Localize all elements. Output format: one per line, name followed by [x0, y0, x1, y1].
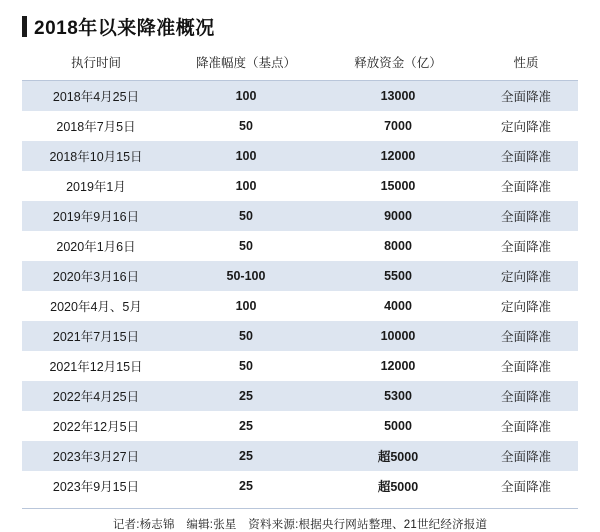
- table-header-row: [22, 44, 578, 81]
- cell-released-funds: 超5000: [377, 480, 419, 494]
- cell-released-funds: 9000: [322, 201, 474, 231]
- cell-nature: 全面降准: [474, 201, 578, 231]
- cell-execution-date: 2019年1月: [66, 180, 126, 194]
- title-text: 2018年以来降准概况: [34, 17, 215, 39]
- table-row: [22, 381, 578, 411]
- cell-cut-magnitude: 25: [170, 381, 322, 411]
- cell-cut-magnitude: 50: [239, 119, 253, 133]
- rrr-cuts-table: [22, 44, 578, 501]
- cell-released-funds: 4000: [384, 299, 412, 313]
- cell-released-funds: 8000: [384, 239, 412, 253]
- table-row: [22, 261, 578, 291]
- cell-execution-date: 2022年4月25日: [22, 381, 170, 411]
- cell-cut-magnitude: 25: [239, 419, 253, 433]
- cell-cut-magnitude: 100: [170, 141, 322, 171]
- cell-released-funds: 15000: [380, 179, 416, 193]
- cell-execution-date: 2020年1月6日: [56, 240, 136, 254]
- cell-cut-magnitude: 50-100: [170, 261, 322, 291]
- table-row: [22, 141, 578, 171]
- cell-released-funds: 13000: [322, 81, 474, 112]
- cell-released-funds: 超5000: [322, 441, 474, 471]
- table-row: [22, 321, 578, 351]
- table-row: [22, 171, 578, 201]
- table-row: [22, 471, 578, 501]
- cell-execution-date: 2019年9月16日: [22, 201, 170, 231]
- cell-nature: 全面降准: [500, 480, 551, 494]
- cell-execution-date: 2023年9月15日: [52, 480, 140, 494]
- cell-released-funds: 12000: [380, 359, 416, 373]
- cell-execution-date: 2021年7月15日: [22, 321, 170, 351]
- table-row: [22, 81, 578, 112]
- cell-execution-date: 2023年3月27日: [22, 441, 170, 471]
- cell-nature: 定向降准: [474, 261, 578, 291]
- cell-execution-date: 2020年4月、5月: [50, 300, 142, 314]
- cell-nature: 全面降准: [474, 81, 578, 112]
- column-header-nature: 性质: [474, 44, 578, 81]
- cell-nature: 全面降准: [500, 240, 551, 254]
- cell-nature: 定向降准: [500, 300, 551, 314]
- cell-cut-magnitude: 50: [170, 201, 322, 231]
- footer-area: [22, 508, 578, 532]
- column-header-released-funds: 释放资金（亿）: [322, 44, 474, 81]
- cell-nature: 定向降准: [500, 120, 551, 134]
- table-row: [22, 231, 578, 261]
- cell-released-funds: 5500: [322, 261, 474, 291]
- cell-cut-magnitude: 25: [239, 479, 253, 493]
- table-row: [22, 351, 578, 381]
- cell-released-funds: 5300: [322, 381, 474, 411]
- cell-cut-magnitude: 25: [170, 441, 322, 471]
- cell-released-funds: 5000: [384, 419, 412, 433]
- cell-nature: 全面降准: [474, 381, 578, 411]
- cell-cut-magnitude: 100: [235, 179, 257, 193]
- cell-nature: 全面降准: [474, 141, 578, 171]
- cell-execution-date: 2022年12月5日: [52, 420, 140, 434]
- cell-nature: 全面降准: [474, 441, 578, 471]
- column-header-cut-magnitude: 降准幅度（基点）: [170, 44, 322, 81]
- table-row: [22, 201, 578, 231]
- cell-execution-date: 2021年12月15日: [49, 360, 143, 374]
- column-header-execution-date: 执行时间: [22, 44, 170, 81]
- cell-released-funds: 7000: [384, 119, 412, 133]
- table-body: [22, 81, 578, 502]
- cell-released-funds: 10000: [322, 321, 474, 351]
- cell-released-funds: 12000: [322, 141, 474, 171]
- table-row: [22, 291, 578, 321]
- cell-execution-date: 2018年7月5日: [56, 120, 136, 134]
- table-row: [22, 441, 578, 471]
- cell-cut-magnitude: 100: [170, 81, 322, 112]
- cell-cut-magnitude: 50: [170, 321, 322, 351]
- table-header: [22, 44, 578, 81]
- cell-nature: 全面降准: [474, 321, 578, 351]
- cell-cut-magnitude: 50: [239, 239, 253, 253]
- cell-execution-date: 2018年4月25日: [22, 81, 170, 112]
- title-accent-bar: [22, 16, 27, 37]
- source-credit: 记者:杨志锦 编辑:张星 资料来源:根据央行网站整理、21世纪经济报道: [112, 519, 488, 531]
- page-title: [22, 0, 578, 44]
- cell-execution-date: 2018年10月15日: [22, 141, 170, 171]
- cell-cut-magnitude: 100: [235, 299, 257, 313]
- cell-nature: 全面降准: [500, 420, 551, 434]
- cell-execution-date: 2020年3月16日: [22, 261, 170, 291]
- cell-nature: 全面降准: [500, 360, 551, 374]
- table-row: [22, 411, 578, 441]
- cell-cut-magnitude: 50: [239, 359, 253, 373]
- table-row: [22, 111, 578, 141]
- cell-nature: 全面降准: [500, 180, 551, 194]
